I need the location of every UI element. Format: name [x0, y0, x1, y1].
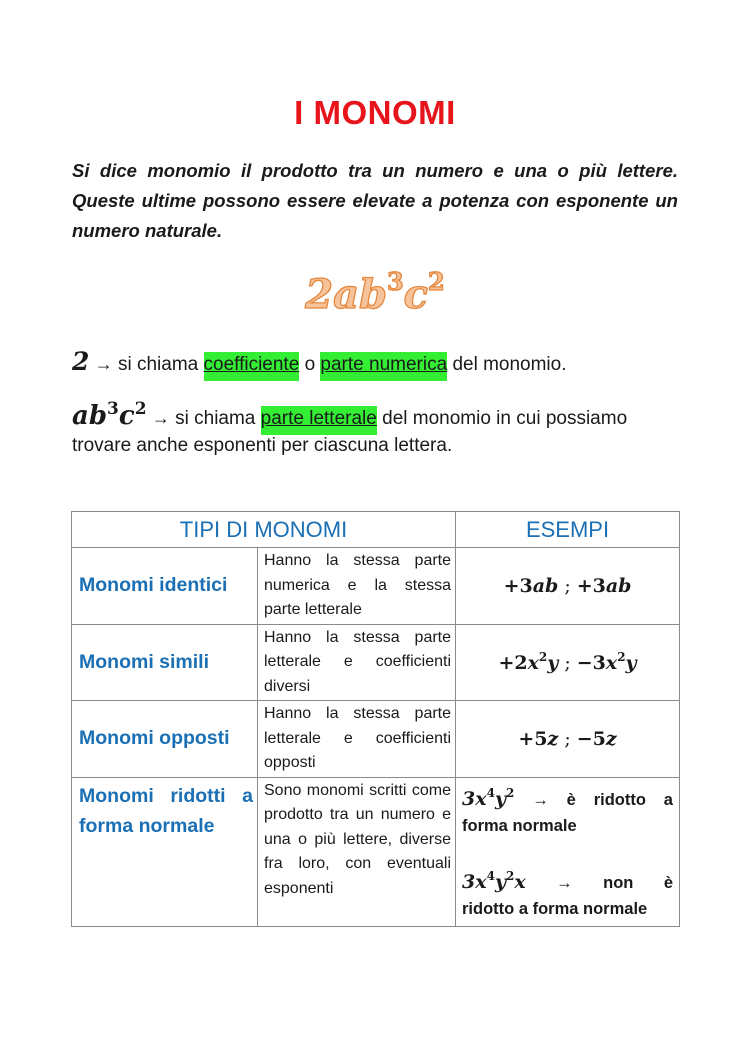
description-cell: Sono monomi scritti come prodotto tra un numero e una o più lettere, diverse fra loro, con eventuali esponenti	[258, 777, 456, 926]
coefficient-text3: del monomio.	[452, 354, 567, 375]
example-cell: $+2x^2y$ ; $-3x^2y$	[456, 624, 680, 701]
coefficient-text2: o	[304, 354, 316, 375]
example-reduced: $3x^4y^2$ → è ridotto a	[462, 785, 673, 810]
example-cell: +3ab ; +3ab	[456, 548, 680, 625]
table-header-row	[72, 512, 680, 548]
highlight-parte-numerica: parte numerica	[320, 352, 447, 381]
table-row	[72, 624, 680, 701]
description-cell: Hanno la stessa parte numerica e la stessa parte letterale	[258, 548, 456, 625]
intro-paragraph: Si dice monomio il prodotto tra un numero e una o più lettere. Queste ultime possono essere elevate a potenza con esponente un numero naturale.	[72, 160, 678, 241]
monomial-types-table	[71, 511, 680, 927]
arrow-icon: →	[556, 873, 573, 892]
highlight-parte-letterale: parte letterale	[261, 406, 377, 435]
literal-text1: si chiama	[175, 408, 256, 429]
page-title: I MONOMI	[294, 94, 456, 131]
literal-line-continuation: trovare anche esponenti per ciascuna lettera.	[72, 435, 453, 456]
table-row	[72, 777, 680, 926]
arrow-icon: →	[94, 354, 113, 374]
table-row	[72, 701, 680, 778]
monomial-formula	[0, 254, 750, 323]
example-cell: +5z ; −5z	[456, 701, 680, 778]
example-not-reduced: $3x^4y^2x$ → non è	[462, 868, 674, 893]
literal-text2: del monomio in cui possiamo	[382, 408, 628, 429]
type-cell: Monomi opposti	[72, 701, 258, 778]
formula-letter: c	[403, 271, 429, 318]
type-cell: Monomi ridotti a forma normale	[72, 777, 258, 926]
coefficient-symbol: 2	[72, 347, 90, 376]
arrow-icon: →	[151, 408, 170, 428]
formula-coef: 2ab	[305, 271, 387, 318]
coefficient-line	[72, 347, 692, 380]
coefficient-text1: si chiama	[117, 354, 199, 375]
highlight-coefficiente: coefficiente	[204, 352, 300, 381]
table-row	[72, 548, 680, 625]
formula-exp2: 2	[428, 267, 445, 296]
formula-exp1: 3	[386, 267, 404, 296]
description-cell: Hanno la stessa parte letterale e coefficienti opposti	[258, 701, 456, 778]
example-cell: $3x^4y^2$ → è ridotto a forma normale $3x^4y^2x$ → non è ridotto a forma normale	[456, 777, 680, 926]
type-cell: Monomi identici	[72, 548, 258, 625]
arrow-icon: →	[532, 790, 549, 809]
description-cell: Hanno la stessa parte letterale e coefficienti diversi	[258, 624, 456, 701]
header-examples: ESEMPI	[456, 512, 680, 548]
literal-line	[72, 394, 692, 434]
literal-symbol: $ab^3c^2$	[72, 399, 147, 431]
header-types: TIPI DI MONOMI	[72, 512, 456, 548]
type-cell: Monomi simili	[72, 624, 258, 701]
